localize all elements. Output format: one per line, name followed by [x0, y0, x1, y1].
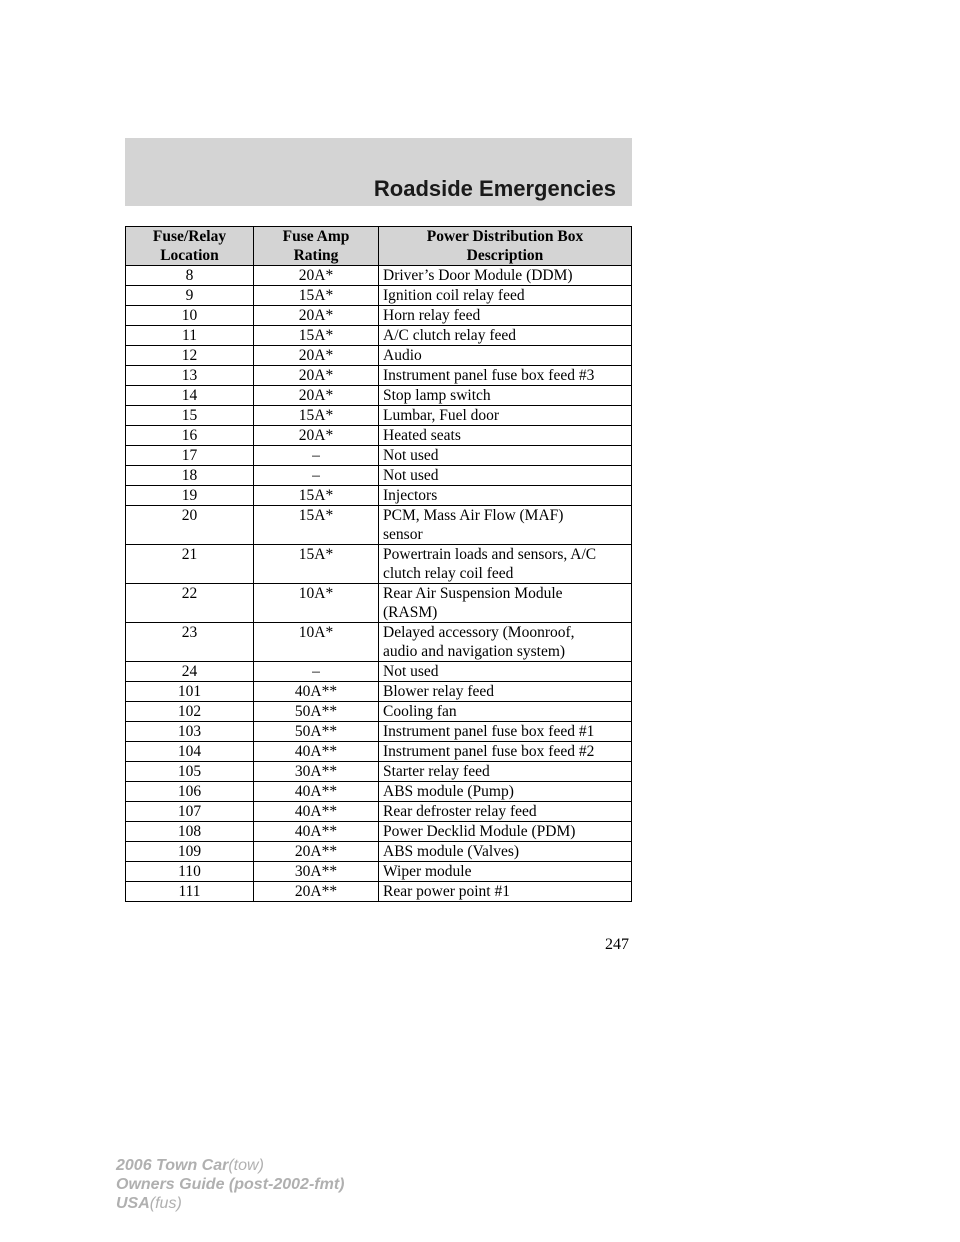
fuse-description-cell — [379, 742, 632, 762]
column-header-location-line2: Location — [160, 247, 219, 264]
fuse-description-cell — [379, 662, 632, 682]
fuse-description-cell — [379, 346, 632, 366]
fuse-description-cell — [379, 545, 632, 584]
table-row — [126, 446, 632, 466]
fuse-rating-cell: 10A* — [254, 584, 379, 623]
fuse-rating-cell: 40A** — [254, 802, 379, 822]
fuse-description-cell — [379, 842, 632, 862]
table-row — [126, 702, 632, 722]
table-row — [126, 722, 632, 742]
fuse-description-cell — [379, 386, 632, 406]
table-row — [126, 386, 632, 406]
fuse-description-line1: Delayed accessory (Moonroof, — [383, 624, 575, 641]
fuse-description-line1: Horn relay feed — [383, 307, 481, 324]
table-row — [126, 802, 632, 822]
footer-market-code: (fus) — [149, 1195, 182, 1212]
fuse-rating-cell: – — [254, 662, 379, 682]
footer-market: USA — [116, 1195, 150, 1212]
fuse-rating-cell: 15A* — [254, 406, 379, 426]
fuse-location-cell: 16 — [126, 426, 254, 446]
fuse-description-line1: ABS module (Valves) — [383, 843, 520, 860]
table-row — [126, 266, 632, 286]
fuse-rating-cell: 20A* — [254, 386, 379, 406]
fuse-description-cell — [379, 486, 632, 506]
fuse-location-cell: 15 — [126, 406, 254, 426]
fuse-description-line2: (RASM) — [383, 604, 438, 621]
table-row — [126, 682, 632, 702]
fuse-description-line1: PCM, Mass Air Flow (MAF) — [383, 507, 564, 524]
fuse-location-cell: 24 — [126, 662, 254, 682]
fuse-location-cell: 18 — [126, 466, 254, 486]
footer-guide: Owners Guide (post-2002-fmt) — [116, 1176, 345, 1193]
section-title: Roadside Emergencies — [373, 176, 616, 201]
fuse-rating-cell: 20A* — [254, 366, 379, 386]
table-row — [126, 762, 632, 782]
fuse-rating-cell: 10A* — [254, 623, 379, 662]
table-row — [126, 623, 632, 662]
fuse-location-cell: 106 — [126, 782, 254, 802]
fuse-location-cell: 23 — [126, 623, 254, 662]
fuse-description-cell — [379, 682, 632, 702]
fuse-location-cell: 111 — [126, 882, 254, 902]
column-header-description-line1: Power Distribution Box — [426, 228, 584, 245]
fuse-location-cell: 11 — [126, 326, 254, 346]
fuse-rating-cell: 15A* — [254, 506, 379, 545]
table-row — [126, 466, 632, 486]
table-row — [126, 306, 632, 326]
table-row — [126, 822, 632, 842]
fuse-location-cell: 22 — [126, 584, 254, 623]
fuse-description-line1: Not used — [383, 663, 439, 680]
fuse-description-cell — [379, 426, 632, 446]
fuse-location-cell: 8 — [126, 266, 254, 286]
fuse-description-cell — [379, 722, 632, 742]
fuse-description-cell — [379, 466, 632, 486]
fuse-rating-cell: 20A** — [254, 842, 379, 862]
fuse-description-line1: Lumbar, Fuel door — [383, 407, 500, 424]
fuse-location-cell: 20 — [126, 506, 254, 545]
table-row — [126, 782, 632, 802]
fuse-location-cell: 110 — [126, 862, 254, 882]
table-row — [126, 286, 632, 306]
fuse-description-cell — [379, 762, 632, 782]
fuse-rating-cell: 20A* — [254, 306, 379, 326]
table-row — [126, 406, 632, 426]
fuse-description-line1: Cooling fan — [383, 703, 457, 720]
fuse-description-cell — [379, 326, 632, 346]
column-header-rating-line2: Rating — [293, 247, 339, 264]
fuse-description-line1: Rear defroster relay feed — [383, 803, 537, 820]
fuse-description-line1: Instrument panel fuse box feed #3 — [383, 367, 595, 384]
fuse-description-cell — [379, 506, 632, 545]
fuse-description-line1: ABS module (Pump) — [383, 783, 514, 800]
fuse-description-line1: Driver’s Door Module (DDM) — [383, 267, 573, 284]
fuse-description-line1: Heated seats — [383, 427, 461, 444]
column-header-description — [379, 227, 632, 266]
table-row — [126, 326, 632, 346]
fuse-rating-cell: – — [254, 466, 379, 486]
fuse-location-cell: 102 — [126, 702, 254, 722]
footer-line-3 — [116, 1194, 344, 1213]
fuse-description-line1: Not used — [383, 467, 439, 484]
table-row — [126, 662, 632, 682]
fuse-description-cell — [379, 702, 632, 722]
fuse-rating-cell: 20A** — [254, 882, 379, 902]
table-row — [126, 486, 632, 506]
fuse-description-cell — [379, 286, 632, 306]
fuse-table-body — [126, 266, 632, 902]
fuse-location-cell: 101 — [126, 682, 254, 702]
fuse-description-line1: Rear power point #1 — [383, 883, 510, 900]
fuse-description-cell — [379, 584, 632, 623]
fuse-rating-cell: 15A* — [254, 545, 379, 584]
fuse-rating-cell: – — [254, 446, 379, 466]
fuse-location-cell: 12 — [126, 346, 254, 366]
table-row — [126, 545, 632, 584]
fuse-table-header — [126, 227, 632, 266]
fuse-location-cell: 17 — [126, 446, 254, 466]
fuse-location-cell: 10 — [126, 306, 254, 326]
footer-model-code: (tow) — [228, 1157, 264, 1174]
table-row — [126, 584, 632, 623]
fuse-description-line2: audio and navigation system) — [383, 643, 566, 660]
fuse-description-line2: sensor — [383, 526, 423, 543]
document-footer — [116, 1156, 344, 1213]
fuse-description-line1: Wiper module — [383, 863, 472, 880]
fuse-description-cell — [379, 366, 632, 386]
fuse-description-cell — [379, 306, 632, 326]
section-header-band — [125, 138, 632, 206]
fuse-rating-cell: 40A** — [254, 782, 379, 802]
fuse-rating-cell: 20A* — [254, 266, 379, 286]
fuse-description-line1: Power Decklid Module (PDM) — [383, 823, 576, 840]
fuse-description-cell — [379, 446, 632, 466]
table-row — [126, 882, 632, 902]
fuse-description-line1: Powertrain loads and sensors, A/C — [383, 546, 597, 563]
fuse-rating-cell: 30A** — [254, 862, 379, 882]
table-header-row — [126, 227, 632, 266]
fuse-description-line1: Audio — [383, 347, 422, 364]
fuse-description-cell — [379, 623, 632, 662]
column-header-rating-line1: Fuse Amp — [282, 228, 350, 245]
fuse-description-cell — [379, 882, 632, 902]
fuse-description-line1: Stop lamp switch — [383, 387, 491, 404]
fuse-description-line2: clutch relay coil feed — [383, 565, 514, 582]
fuse-location-cell: 14 — [126, 386, 254, 406]
fuse-location-cell: 109 — [126, 842, 254, 862]
fuse-rating-cell: 20A* — [254, 346, 379, 366]
fuse-rating-cell: 40A** — [254, 742, 379, 762]
column-header-rating — [254, 227, 379, 266]
fuse-description-cell — [379, 406, 632, 426]
fuse-description-cell — [379, 822, 632, 842]
fuse-location-cell: 103 — [126, 722, 254, 742]
fuse-description-line1: Injectors — [383, 487, 438, 504]
fuse-location-cell: 9 — [126, 286, 254, 306]
fuse-description-line1: A/C clutch relay feed — [383, 327, 516, 344]
fuse-description-line1: Blower relay feed — [383, 683, 495, 700]
fuse-rating-cell: 15A* — [254, 486, 379, 506]
fuse-location-cell: 108 — [126, 822, 254, 842]
fuse-description-cell — [379, 782, 632, 802]
fuse-location-cell: 104 — [126, 742, 254, 762]
fuse-description-line1: Ignition coil relay feed — [383, 287, 525, 304]
column-header-location-line1: Fuse/Relay — [152, 228, 227, 245]
table-row — [126, 346, 632, 366]
fuse-description-line1: Rear Air Suspension Module — [383, 585, 563, 602]
table-row — [126, 426, 632, 446]
fuse-location-cell: 19 — [126, 486, 254, 506]
fuse-rating-cell: 20A* — [254, 426, 379, 446]
fuse-rating-cell: 15A* — [254, 326, 379, 346]
fuse-location-cell: 105 — [126, 762, 254, 782]
fuse-location-cell: 21 — [126, 545, 254, 584]
fuse-description-line1: Not used — [383, 447, 439, 464]
table-row — [126, 862, 632, 882]
table-row — [126, 366, 632, 386]
fuse-description-line1: Starter relay feed — [383, 763, 490, 780]
fuse-rating-cell: 15A* — [254, 286, 379, 306]
fuse-description-line1: Instrument panel fuse box feed #2 — [383, 743, 595, 760]
fuse-rating-cell: 30A** — [254, 762, 379, 782]
column-header-description-line2: Description — [466, 247, 544, 264]
footer-model: 2006 Town Car — [116, 1157, 229, 1174]
fuse-description-cell — [379, 802, 632, 822]
footer-line-2 — [116, 1175, 344, 1194]
column-header-location — [126, 227, 254, 266]
fuse-location-cell: 13 — [126, 366, 254, 386]
fuse-description-cell — [379, 862, 632, 882]
fuse-rating-cell: 40A** — [254, 822, 379, 842]
fuse-description-line1: Instrument panel fuse box feed #1 — [383, 723, 595, 740]
table-row — [126, 842, 632, 862]
fuse-location-cell: 107 — [126, 802, 254, 822]
fuse-rating-cell: 50A** — [254, 722, 379, 742]
table-row — [126, 742, 632, 762]
fuse-table — [125, 226, 632, 902]
footer-line-1 — [116, 1156, 344, 1175]
table-row — [126, 506, 632, 545]
fuse-rating-cell: 50A** — [254, 702, 379, 722]
page-number: 247 — [605, 936, 629, 953]
fuse-rating-cell: 40A** — [254, 682, 379, 702]
fuse-description-cell — [379, 266, 632, 286]
